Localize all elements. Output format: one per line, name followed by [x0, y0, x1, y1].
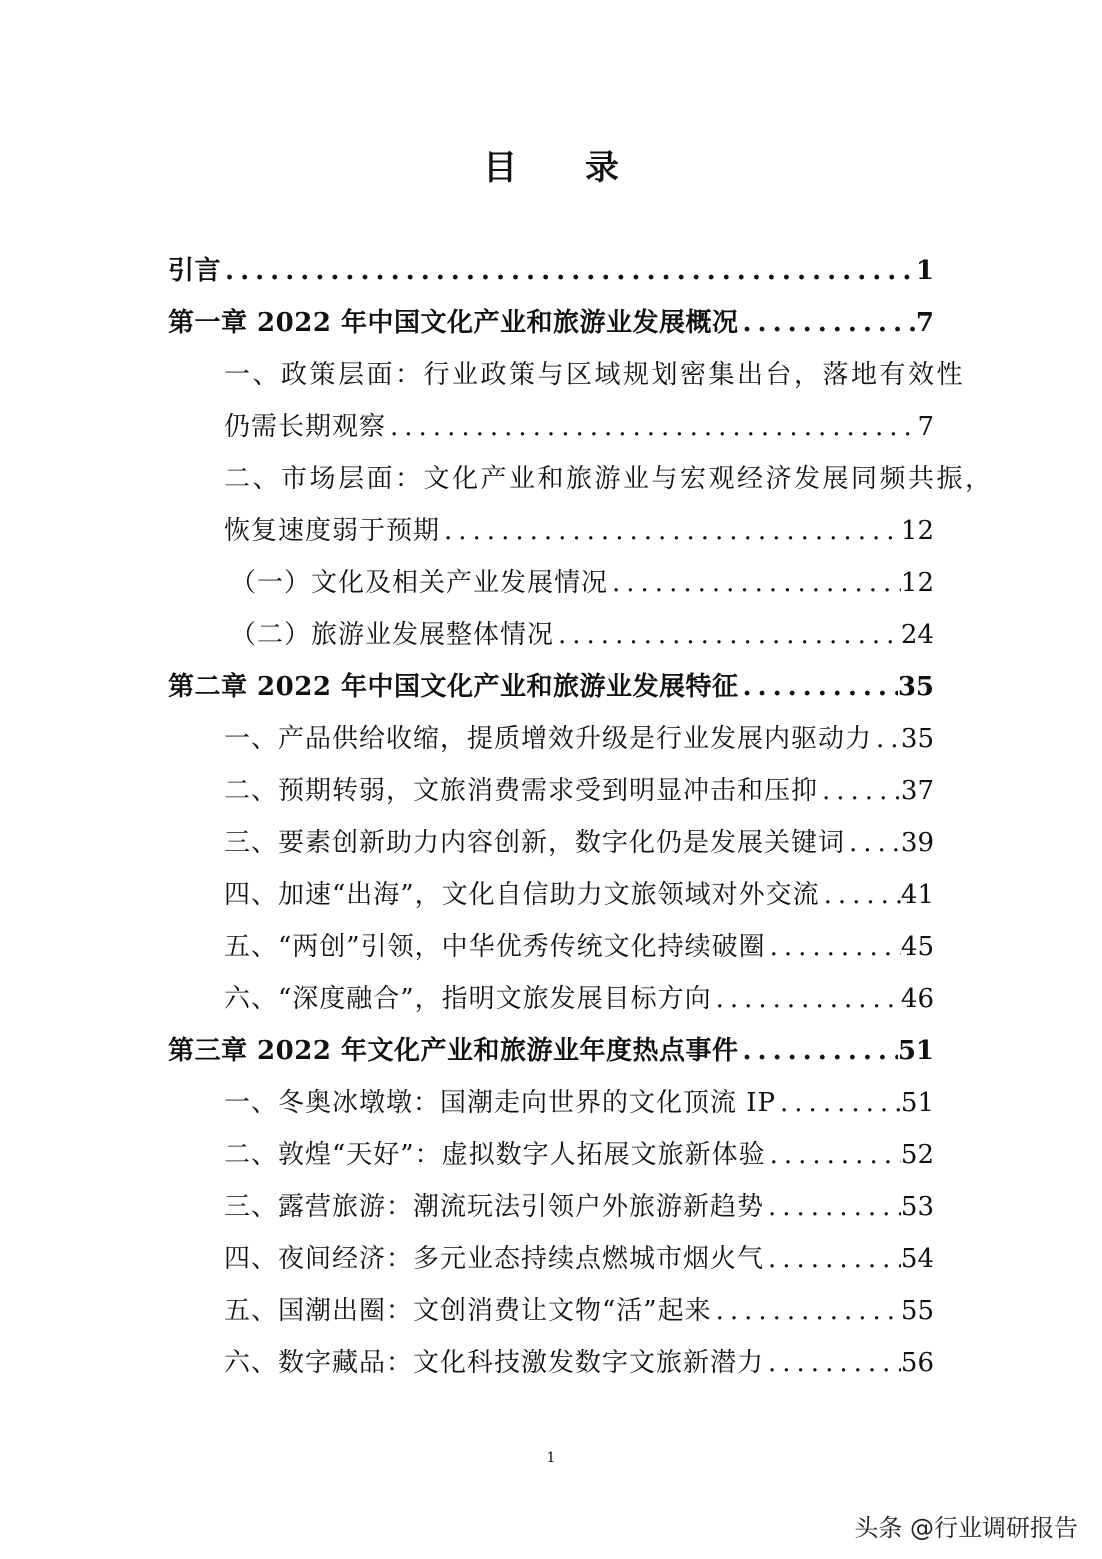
- toc-entry-label: （一）文化及相关产业发展情况: [230, 568, 609, 598]
- toc-entry-page: 51: [900, 1088, 934, 1118]
- toc-entry-label: 四、夜间经济：多元业态持续点燃城市烟火气: [224, 1244, 765, 1274]
- toc-entry: [168, 713, 934, 765]
- toc-entry: [168, 1337, 934, 1389]
- toc-entry: [168, 609, 934, 661]
- toc-entry-label: 三、露营旅游：潮流玩法引领户外旅游新趋势: [224, 1192, 765, 1222]
- toc-leader-dots: [738, 1025, 897, 1077]
- toc-entry-page: 45: [900, 932, 934, 962]
- page-title: 目 录: [483, 148, 647, 188]
- toc-entry-page: 35: [897, 672, 934, 702]
- toc-entry: [168, 921, 934, 973]
- toc-leader-dots: [738, 297, 915, 349]
- toc-leader-dots: [872, 713, 901, 765]
- toc-entry-label: 六、“深度融合”，指明文旅发展目标方向: [224, 984, 712, 1014]
- toc-leader-dots: [764, 1181, 901, 1233]
- toc-entry: [168, 505, 934, 557]
- toc-entry-label: 第二章 2022 年中国文化产业和旅游业发展特征: [168, 672, 739, 702]
- toc-entry-label: 三、要素创新助力内容创新，数字化仍是发展关键词: [224, 828, 846, 858]
- toc-entry-page: 52: [900, 1140, 934, 1170]
- toc-entry-page: 12: [900, 516, 934, 546]
- toc-entry-page: 54: [900, 1244, 934, 1274]
- toc-leader-dots: [845, 817, 901, 869]
- toc-leader-dots: [738, 661, 897, 713]
- toc-entry-label: （二）旅游业发展整体情况: [230, 620, 555, 650]
- toc-entry-label: 恢复速度弱于预期: [224, 516, 441, 546]
- toc-entry: [168, 1025, 934, 1077]
- toc-entry-page: 37: [900, 776, 934, 806]
- toc-entry-label: 一、冬奥冰墩墩：国潮走向世界的文化顶流 IP: [224, 1088, 777, 1118]
- toc-entry-page: 35: [900, 724, 934, 754]
- page-number: 1: [546, 1450, 556, 1466]
- toc-entry: [168, 765, 934, 817]
- toc-entry-label: 六、数字藏品：文化科技激发数字文旅新潜力: [224, 1348, 765, 1378]
- toc-entry-page: 1: [915, 256, 934, 286]
- toc-leader-dots: [766, 1129, 901, 1181]
- toc-leader-dots: [712, 973, 901, 1025]
- toc-entry-label: 四、加速“出海”，文化自信助力文旅领域对外交流: [224, 880, 820, 910]
- table-of-contents: [168, 245, 994, 1389]
- toc-entry-label: 二、预期转弱，文旅消费需求受到明显冲击和压抑: [224, 776, 819, 806]
- toc-entry: [168, 297, 934, 349]
- toc-entry-label: 第三章 2022 年文化产业和旅游业年度热点事件: [168, 1036, 739, 1066]
- toc-entry: [168, 817, 934, 869]
- toc-entry-label: 仍需长期观察: [224, 412, 387, 442]
- toc-entry: [168, 973, 934, 1025]
- toc-entry: [168, 869, 934, 921]
- toc-entry-page: 55: [900, 1296, 934, 1326]
- watermark: 头条 @行业调研报告: [854, 1514, 1078, 1542]
- toc-entry-page: 56: [900, 1348, 934, 1378]
- toc-entry-wrapped-line: 一、政策层面：行业政策与区域规划密集出台，落地有效性: [224, 360, 966, 390]
- toc-entry: [168, 1129, 934, 1181]
- toc-entry: [168, 557, 934, 609]
- toc-leader-dots: [776, 1077, 901, 1129]
- toc-entry-page: 41: [900, 880, 934, 910]
- toc-entry-wrapped-line: 二、市场层面：文化产业和旅游业与宏观经济发展同频共振，: [224, 464, 994, 494]
- toc-leader-dots: [221, 245, 916, 297]
- toc-entry-page: 39: [900, 828, 934, 858]
- toc-entry: [168, 661, 934, 713]
- toc-entry: [168, 401, 934, 453]
- toc-entry: [168, 1233, 934, 1285]
- toc-entry-page: 51: [897, 1036, 934, 1066]
- toc-entry: [168, 1181, 934, 1233]
- toc-leader-dots: [608, 557, 901, 609]
- toc-entry-label: 五、国潮出圈：文创消费让文物“活”起来: [224, 1296, 712, 1326]
- toc-leader-dots: [712, 1285, 901, 1337]
- toc-entry-label: 一、产品供给收缩，提质增效升级是行业发展内驱动力: [224, 724, 873, 754]
- toc-leader-dots: [764, 1233, 901, 1285]
- toc-entry-page: 7: [917, 412, 934, 442]
- toc-leader-dots: [820, 869, 901, 921]
- toc-entry-page: 53: [900, 1192, 934, 1222]
- toc-entry-label: 第一章 2022 年中国文化产业和旅游业发展概况: [168, 308, 739, 338]
- toc-entry-page: 46: [900, 984, 934, 1014]
- toc-entry: [168, 1077, 934, 1129]
- toc-entry-label: 五、“两创”引领，中华优秀传统文化持续破圈: [224, 932, 766, 962]
- toc-leader-dots: [764, 1337, 901, 1389]
- toc-entry-page: 24: [900, 620, 934, 650]
- toc-entry-page: 12: [900, 568, 934, 598]
- toc-leader-dots: [386, 401, 917, 453]
- toc-leader-dots: [554, 609, 901, 661]
- toc-entry: [168, 245, 934, 297]
- toc-entry-label: 引言: [168, 256, 222, 286]
- toc-entry: [168, 1285, 934, 1337]
- toc-entry-page: 7: [915, 308, 934, 338]
- toc-leader-dots: [766, 921, 901, 973]
- toc-entry-label: 二、敦煌“天好”：虚拟数字人拓展文旅新体验: [224, 1140, 766, 1170]
- toc-leader-dots: [440, 505, 901, 557]
- toc-leader-dots: [818, 765, 901, 817]
